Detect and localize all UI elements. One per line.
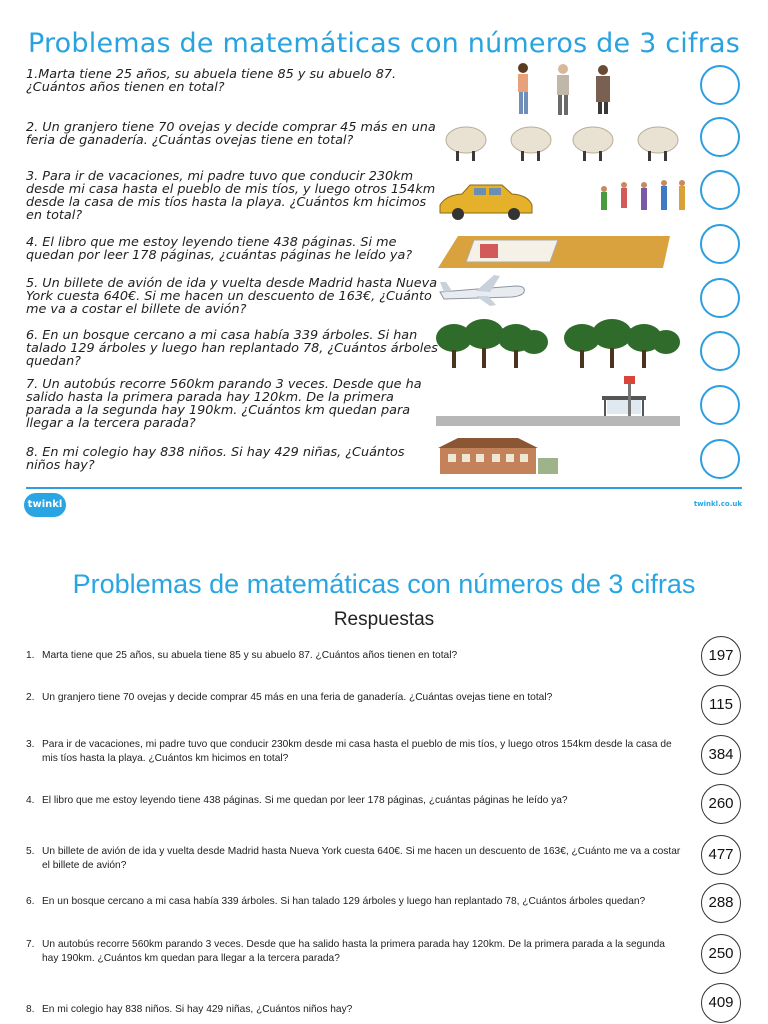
footer-divider bbox=[26, 487, 742, 489]
answer-number: 8. bbox=[26, 1004, 35, 1015]
answer-value-5: 477 bbox=[701, 835, 741, 875]
answer-circle-4[interactable] bbox=[700, 224, 740, 264]
twinkl-logo: twinkl bbox=[24, 493, 66, 517]
answer-value-7: 250 bbox=[701, 934, 741, 974]
answer-question-text: El libro que me estoy leyendo tiene 438 páginas. Si me quedan por leer 178 páginas, ¿cuántas páginas he leído ya? bbox=[42, 795, 568, 806]
answers-subtitle: Respuestas bbox=[333, 609, 435, 630]
bus-stop-illustration bbox=[436, 374, 680, 430]
answer-question-text: En un bosque cercano a mi casa había 339 árboles. Si han talado 129 árboles y luego han replantado 78, ¿Cuántos árboles quedan? bbox=[42, 896, 646, 907]
question-7: 7. Un autobús recorre 560km parando 3 veces. Desde que ha salido hasta la primera parada hay 120km. De la primera parada a la segunda hay 190km. ¿Cuántos km quedan para llegar a la tercera parada? bbox=[26, 377, 422, 431]
answer-number: 4. bbox=[26, 795, 35, 806]
answer-question-text: Un granjero tiene 70 ovejas y decide comprar 45 más en una feria de ganadería. ¿Cuántas ovejas tiene en total? bbox=[42, 692, 553, 703]
question-3: 3. Para ir de vacaciones, mi padre tuvo que conducir 230km desde mi casa hasta el pueblo de mis tíos, y luego otros 154km desde la casa de mis tíos hasta la playa. ¿Cuántos km hicimos en total? bbox=[26, 169, 436, 223]
grandfather-figure bbox=[557, 64, 569, 115]
answer-circle-8[interactable] bbox=[700, 439, 740, 479]
forest-illustration bbox=[434, 316, 682, 372]
question-5: 5. Un billete de avión de ida y vuelta desde Madrid hasta Nueva York cuesta 640€. Si me hacen un descuento de 163€, ¿Cuánto me va a costar el billete de avión? bbox=[26, 276, 438, 317]
answer-value-8: 409 bbox=[701, 983, 741, 1023]
worksheet-title: Problemas de matemáticas con números de 3 cifras bbox=[27, 28, 741, 59]
answer-question-text: Marta tiene que 25 años, su abuela tiene 85 y su abuelo 87. ¿Cuántos años tienen en total? bbox=[42, 650, 458, 661]
answer-number: 1. bbox=[26, 650, 35, 661]
school-building-illustration bbox=[436, 434, 560, 478]
question-4: 4. El libro que me estoy leyendo tiene 438 páginas. Si me quedan por leer 178 páginas, ¿cuántas páginas he leído ya? bbox=[26, 235, 413, 263]
answer-number: 3. bbox=[26, 739, 35, 750]
answers-title: Problemas de matemáticas con números de 3 cifras bbox=[72, 569, 696, 599]
answer-value-1: 197 bbox=[701, 636, 741, 676]
question-8: 8. En mi colegio hay 838 niños. Si hay 429 niñas, ¿Cuántos niños hay? bbox=[26, 445, 405, 473]
answer-circle-3[interactable] bbox=[700, 170, 740, 210]
answer-circle-5[interactable] bbox=[700, 278, 740, 318]
answer-circle-7[interactable] bbox=[700, 385, 740, 425]
answer-number: 6. bbox=[26, 896, 35, 907]
site-url: twinkl.co.uk bbox=[693, 500, 742, 508]
answer-value-3: 384 bbox=[701, 735, 741, 775]
answer-circle-2[interactable] bbox=[700, 117, 740, 157]
sheep-illustration bbox=[438, 120, 688, 164]
answer-value-4: 260 bbox=[701, 784, 741, 824]
answer-question-text: Para ir de vacaciones, mi padre tuvo que conducir 230km desde mi casa hasta el pueblo de mis tíos, y luego otros 154km desde la casa de mis tíos hasta la playa. ¿Cuántos km hicimos en total? bbox=[42, 739, 672, 764]
answer-number: 7. bbox=[26, 939, 35, 950]
answer-number: 5. bbox=[26, 846, 35, 857]
question-1: 1.Marta tiene 25 años, su abuela tiene 85 y su abuelo 87. ¿Cuántos años tienen en total? bbox=[26, 67, 397, 95]
answer-question-text: Un billete de avión de ida y vuelta desde Madrid hasta Nueva York cuesta 640€. Si me hacen un descuento de 163€, ¿Cuánto me va a costar el billete de avión? bbox=[42, 846, 681, 871]
answer-question-text: Un autobús recorre 560km parando 3 veces. Desde que ha salido hasta la primera parada hay 120km. De la primera parada a la segunda hay 190km. ¿Cuántos km quedan para llegar a la tercera parada? bbox=[42, 939, 665, 964]
girl-figure bbox=[518, 63, 528, 114]
car-icon bbox=[440, 185, 532, 220]
question-6: 6. En un bosque cercano a mi casa había 339 árboles. Si han talado 129 árboles y luego han replantado 78, ¿Cuántos árboles quedan? bbox=[26, 328, 438, 369]
answer-value-2: 115 bbox=[701, 685, 741, 725]
answer-question-text: En mi colegio hay 838 niños. Si hay 429 niñas, ¿Cuántos niños hay? bbox=[42, 1004, 353, 1015]
family-illustration bbox=[505, 60, 625, 120]
answer-circle-6[interactable] bbox=[700, 331, 740, 371]
book-on-table-illustration bbox=[438, 234, 670, 270]
answer-circle-1[interactable] bbox=[700, 65, 740, 105]
question-2: 2. Un granjero tiene 70 ovejas y decide comprar 45 más en una feria de ganadería. ¿Cuántas ovejas tiene en total? bbox=[26, 120, 436, 148]
answer-number: 2. bbox=[26, 692, 35, 703]
airplane-icon bbox=[436, 272, 528, 308]
car-and-hikers-illustration bbox=[436, 177, 691, 227]
answer-value-6: 288 bbox=[701, 883, 741, 923]
hikers-icon bbox=[601, 180, 685, 210]
grandmother-figure bbox=[596, 65, 610, 114]
